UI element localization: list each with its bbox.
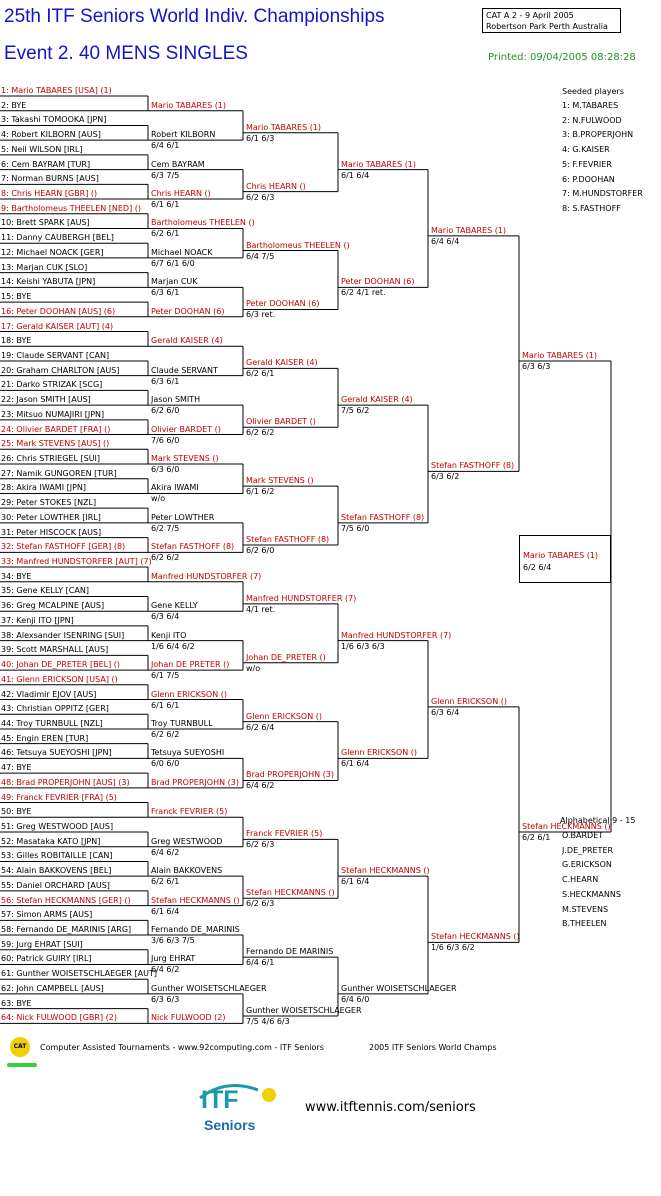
match-score: 6/1 7/5 <box>151 671 180 681</box>
match-winner: Glenn ERICKSON () <box>431 696 507 706</box>
cat-logo-bar <box>7 1063 37 1067</box>
match-score: 7/5 6/2 <box>341 406 370 416</box>
draw-entry: 16: Peter DOOHAN [AUS] (6) <box>1 306 116 316</box>
draw-entry: 46: Tetsuya SUEYOSHI [JPN] <box>1 748 112 758</box>
match-score: 6/1 6/1 <box>151 200 180 210</box>
tournament-title: 25th ITF Seniors World Indiv. Championships <box>4 6 385 27</box>
match-score: 6/2 6/3 <box>246 192 275 202</box>
match-winner: Mark STEVENS () <box>151 454 219 463</box>
match-winner: Franck FEVRIER (5) <box>151 807 228 817</box>
match-winner: Gunther WOISETSCHLAEGER <box>151 983 267 993</box>
draw-entry: 15: BYE <box>1 292 32 302</box>
match-winner: Franck FEVRIER (5) <box>246 829 323 839</box>
draw-entry: 5: Neil WILSON [IRL] <box>1 144 83 154</box>
match-score: 6/3 6/3 <box>522 361 551 371</box>
draw-entry: 63: BYE <box>1 998 32 1008</box>
match-score: 6/2 6/2 <box>246 428 275 438</box>
draw-entry: 1: Mario TABARES [USA] (1) <box>1 86 112 95</box>
match-score: 1/6 6/4 6/2 <box>151 641 195 651</box>
draw-entry: 64: Nick FULWOOD [GBR] (2) <box>1 1013 117 1023</box>
alphabetical-player: J.DE_PRETER <box>562 845 614 855</box>
match-score: 6/4 6/4 <box>431 236 460 246</box>
match-winner: Mario TABARES (1) <box>246 122 322 132</box>
draw-entry: 34: BYE <box>1 571 32 581</box>
draw-entry: 54: Alain BAKKOVENS [BEL] <box>1 866 112 876</box>
match-winner: Peter DOOHAN (6) <box>151 306 225 316</box>
match-score: 6/4 6/2 <box>151 847 180 857</box>
itf-logo-text: ITF <box>201 1086 239 1114</box>
info-venue: Robertson Park Perth Australia <box>486 22 608 31</box>
match-score: 6/3 6/3 <box>151 994 180 1004</box>
draw-entry: 56: Stefan HECKMANNS [GER] () <box>1 895 131 905</box>
match-score: 6/3 6/1 <box>151 376 180 386</box>
draw-entry: 38: Alexsander ISENRING [SUI] <box>1 630 125 640</box>
match-score: 6/2 6/1 <box>522 833 551 842</box>
match-winner: Stefan HECKMANNS () <box>151 895 240 905</box>
seeded-player: 4: G.KAISER <box>562 145 610 155</box>
match-score: 7/5 6/0 <box>341 523 370 533</box>
draw-entry: 39: Scott MARSHALL [AUS] <box>1 645 109 655</box>
draw-entry: 14: Keishi YABUTA [JPN] <box>1 277 96 287</box>
match-winner: Stefan FASTHOFF (8) <box>341 512 425 522</box>
draw-entry: 8: Chris HEARN [GBR] () <box>1 189 98 199</box>
seeded-player: 8: S.FASTHOFF <box>562 203 621 213</box>
draw-entry: 62: John CAMPBELL [AUS] <box>1 983 104 993</box>
seeded-title: Seeded players <box>562 87 624 96</box>
match-winner: Gene KELLY <box>151 601 198 611</box>
draw-entry: 43: Christian OPPITZ [GER] <box>1 704 109 714</box>
draw-entry: 55: Daniel ORCHARD [AUS] <box>1 880 110 890</box>
draw-entry: 29: Peter STOKES [NZL] <box>1 498 97 508</box>
draw-entry: 33: Manfred HUNDSTORFER [AUT] (7) <box>1 557 152 567</box>
match-score: 6/4 6/2 <box>151 965 180 975</box>
tennis-ball-icon <box>262 1088 276 1102</box>
match-score: 6/2 6/2 <box>151 553 180 563</box>
match-score: 4/1 ret. <box>246 604 276 614</box>
draw-entry: 42: Vladimir EJOV [AUS] <box>1 689 97 699</box>
match-score: 6/3 6/0 <box>151 465 180 474</box>
draw-entry: 45: Engin EREN [TUR] <box>1 733 89 743</box>
draw-entry: 12: Michael NOACK [GER] <box>1 247 104 257</box>
draw-entry: 27: Namik GUNGOREN [TUR] <box>1 468 117 478</box>
match-winner: Gerald KAISER (4) <box>151 336 223 346</box>
match-score: w/o <box>246 663 261 673</box>
draw-entry: 57: Simon ARMS [AUS] <box>1 910 93 920</box>
draw-entry: 31: Peter HISCOCK [AUS] <box>1 527 102 537</box>
match-winner: Johan DE_PRETER () <box>246 652 326 662</box>
match-score: 6/1 6/4 <box>341 170 370 180</box>
match-winner: Kenji ITO <box>151 630 187 640</box>
match-winner: Johan DE PRETER () <box>151 660 230 670</box>
match-score: 6/2 6/0 <box>151 406 180 416</box>
match-winner: Manfred HUNDSTORFER (7) <box>151 571 262 581</box>
match-winner: Stefan HECKMANNS () <box>431 932 520 942</box>
match-score: 6/2 6/0 <box>246 545 275 555</box>
draw-entry: 41: Glenn ERICKSON [USA] () <box>1 674 118 684</box>
draw-entry: 18: BYE <box>1 336 32 346</box>
draw-entry: 4: Robert KILBORN [AUS] <box>1 130 101 140</box>
draw-entry: 40: Johan DE_PRETER [BEL] () <box>1 660 120 670</box>
match-winner: Nick FULWOOD (2) <box>151 1013 226 1023</box>
match-winner: Robert KILBORN <box>151 130 216 140</box>
draw-entry: 48: Brad PROPERJOHN [AUS] (3) <box>1 777 130 787</box>
match-winner: Olivier BARDET () <box>246 417 316 427</box>
match-score: 6/4 6/0 <box>341 994 370 1004</box>
match-winner: Fernando DE_MARINIS <box>151 925 240 935</box>
cat-logo: CAT <box>10 1037 30 1057</box>
match-winner: Troy TURNBULL <box>151 718 213 728</box>
draw-entry: 6: Cem BAYRAM [TUR] <box>1 159 91 169</box>
match-winner: Glenn ERICKSON () <box>246 711 322 721</box>
draw-entry: 44: Troy TURNBULL [NZL] <box>1 718 103 728</box>
match-winner: Fernando DE MARINIS <box>246 947 334 957</box>
match-winner: Gerald KAISER (4) <box>341 395 413 405</box>
match-winner: Peter DOOHAN (6) <box>246 299 320 309</box>
match-score: 6/0 6/0 <box>151 759 180 769</box>
alphabetical-title: Alphabetical 9 - 15 <box>560 816 636 825</box>
match-score: 6/3 6/1 <box>151 288 180 298</box>
match-score: 6/1 6/4 <box>341 877 370 887</box>
draw-entry: 10: Brett SPARK [AUS] <box>1 218 90 228</box>
match-winner: Glenn ERICKSON () <box>151 689 227 699</box>
event-title: Event 2. 40 MENS SINGLES <box>4 43 248 64</box>
match-winner: Brad PROPERJOHN (3) <box>246 770 334 780</box>
draw-entry: 13: Marjan CUK [SLO] <box>1 262 88 272</box>
match-winner: Stefan FASTHOFF (8) <box>246 534 330 544</box>
match-score: 6/3 6/2 <box>431 472 460 482</box>
draw-entry: 30: Peter LOWTHER [IRL] <box>1 512 101 522</box>
match-score: 6/3 ret. <box>246 310 276 320</box>
match-winner: Bartholomeus THEELEN () <box>246 240 350 250</box>
match-score: 6/1 6/4 <box>341 759 370 769</box>
draw-entry: 53: Gilles ROBITAILLE [CAN] <box>1 851 113 861</box>
match-score: 6/7 6/1 6/0 <box>151 258 195 268</box>
match-score: 6/1 6/3 <box>246 133 275 143</box>
match-score: 1/6 6/3 6/3 <box>341 641 385 651</box>
match-score: 1/6 6/3 6/2 <box>431 943 475 953</box>
alphabetical-player: C.HEARN <box>562 875 599 885</box>
draw-entry: 35: Gene KELLY [CAN] <box>1 586 89 596</box>
draw-entry: 22: Jason SMITH [AUS] <box>1 395 91 405</box>
match-winner: Gunther WOISETSCHLAEGER <box>341 983 457 993</box>
info-category: CAT A 2 - 9 April 2005 <box>486 11 574 20</box>
match-winner: Stefan FASTHOFF (8) <box>431 461 515 471</box>
alphabetical-player: G.ERICKSON <box>562 860 612 870</box>
draw-entry: 36: Greg MCALPINE [AUS] <box>1 601 105 611</box>
match-score: 6/2 6/2 <box>151 729 180 739</box>
match-winner: Peter LOWTHER <box>151 512 215 522</box>
seeded-player: 6: P.DOOHAN <box>562 174 615 184</box>
match-score: 6/3 7/5 <box>151 170 180 180</box>
draw-entry: 52: Masataka KATO [JPN] <box>1 836 101 846</box>
seeded-player: 2: N.FULWOOD <box>562 115 622 125</box>
draw-entry: 7: Norman BURNS [AUS] <box>1 174 99 184</box>
match-score: 6/2 6/4 <box>246 722 275 732</box>
draw-entry: 61: Gunther WOISETSCHLAEGER [AUT] <box>1 969 157 979</box>
alphabetical-player: M.STEVENS <box>562 904 609 914</box>
draw-entry: 17: Gerald KAISER [AUT] (4) <box>1 321 114 331</box>
match-winner: Stefan HECKMANNS () <box>246 888 335 898</box>
seeded-player: 7: M.HUNDSTORFER <box>562 189 643 199</box>
match-winner: Mario TABARES (1) <box>151 100 227 110</box>
match-score: 6/2 6/1 <box>151 877 180 887</box>
match-score: 7/6 6/0 <box>151 435 180 445</box>
alphabetical-player: B.THEELEN <box>562 919 607 929</box>
draw-entry: 49: Franck FEVRIER [FRA] (5) <box>1 792 117 802</box>
match-score: 6/2 6/3 <box>246 899 275 909</box>
match-winner: Mario TABARES (1) <box>522 350 598 360</box>
match-winner: Brad PROPERJOHN (3) <box>151 777 239 787</box>
match-winner: Michael NOACK <box>151 247 213 257</box>
draw-entry: 28: Akira IWAMI [JPN] <box>1 483 86 493</box>
draw-entry: 25: Mark STEVENS [AUS] () <box>1 439 110 449</box>
draw-entry: 2: BYE <box>1 100 27 110</box>
match-score: 6/2 7/5 <box>151 523 180 533</box>
match-winner: Mark STEVENS () <box>246 476 314 486</box>
match-winner: Stefan HECKMANNS () <box>522 822 611 831</box>
match-winner: Mario TABARES (1) <box>341 159 417 169</box>
match-score: 6/2 6/3 <box>246 840 275 850</box>
draw-entry: 47: BYE <box>1 763 32 773</box>
match-score: 6/1 6/1 <box>151 700 180 710</box>
itf-logo-sub: Seniors <box>204 1117 256 1133</box>
draw-entry: 21: Darko STRIZAK [SCG] <box>1 380 103 390</box>
match-winner: Cem BAYRAM <box>151 159 205 169</box>
match-winner: Manfred HUNDSTORFER (7) <box>341 630 452 640</box>
match-winner: Stefan HECKMANNS () <box>341 866 430 876</box>
match-winner: Chris HEARN () <box>151 189 211 199</box>
match-score: 6/4 6/2 <box>246 781 275 791</box>
match-winner: Marjan CUK <box>151 277 198 287</box>
draw-entry: 24: Olivier BARDET [FRA] () <box>1 424 111 434</box>
match-score: 6/4 6/1 <box>246 958 275 968</box>
draw-entry: 59: Jurg EHRAT [SUI] <box>1 939 83 949</box>
match-winner: Gerald KAISER (4) <box>246 358 318 368</box>
match-winner: Mario TABARES (1) <box>431 225 507 235</box>
match-score: 6/4 7/5 <box>246 251 275 261</box>
match-winner: Jurg EHRAT <box>151 954 196 964</box>
draw-entry: 51: Greg WESTWOOD [AUS] <box>1 822 114 831</box>
draw-entry: 3: Takashi TOMOOKA [JPN] <box>1 115 107 125</box>
draw-entry: 11: Danny CAUBERGH [BEL] <box>1 233 114 243</box>
match-score: 6/3 6/4 <box>151 612 180 622</box>
match-winner: Chris HEARN () <box>246 181 306 191</box>
alphabetical-player: S.HECKMANNS <box>562 889 621 899</box>
match-score: 6/3 6/4 <box>431 707 460 717</box>
draw-entry: 26: Chris STRIEGEL [SUI] <box>1 454 101 463</box>
draw-entry: 9: Bartholomeus THEELEN [NED] () <box>1 203 141 213</box>
draw-entry: 50: BYE <box>1 807 32 817</box>
draw-entry: 20: Graham CHARLTON [AUS] <box>1 365 120 375</box>
champion-score: 6/2 6/4 <box>523 563 552 572</box>
match-score: 6/4 6/1 <box>151 141 180 151</box>
match-score: 6/2 6/1 <box>246 369 275 379</box>
match-score: 6/1 6/4 <box>151 906 180 916</box>
match-winner: Akira IWAMI <box>151 483 199 493</box>
draw-entry: 32: Stefan FASTHOFF [GER] (8) <box>1 542 126 552</box>
match-score: 6/1 6/2 <box>246 487 275 497</box>
match-winner: Olivier BARDET () <box>151 424 221 434</box>
draw-entry: 37: Kenji ITO [JPN] <box>1 615 74 625</box>
itf-website: www.itftennis.com/seniors <box>305 1100 476 1115</box>
draw-entry: 23: Mitsuo NUMAJIRI [JPN] <box>1 409 105 419</box>
footer-event: 2005 ITF Seniors World Champs <box>369 1043 497 1052</box>
match-score: 7/5 4/6 6/3 <box>246 1017 290 1026</box>
match-winner: Peter DOOHAN (6) <box>341 277 415 287</box>
match-winner: Manfred HUNDSTORFER (7) <box>246 593 357 603</box>
match-winner: Tetsuya SUEYOSHI <box>151 748 225 758</box>
match-winner: Alain BAKKOVENS <box>151 866 223 876</box>
match-score: 6/2 6/1 <box>151 229 180 239</box>
seeded-player: 5: F.FEVRIER <box>562 159 612 169</box>
match-winner: Greg WESTWOOD <box>151 836 223 846</box>
seeded-player: 3: B.PROPERJOHN <box>562 130 634 140</box>
match-score: 6/2 4/1 ret. <box>341 288 386 298</box>
match-winner: Bartholomeus THEELEN () <box>151 218 255 228</box>
match-winner: Jason SMITH <box>151 395 201 405</box>
draw-entry: 19: Claude SERVANT [CAN] <box>1 350 110 360</box>
match-winner: Claude SERVANT <box>151 365 218 375</box>
footer-credit: Computer Assisted Tournaments - www.92computing.com - ITF Seniors <box>40 1043 324 1052</box>
champion-name: Mario TABARES (1) <box>523 551 599 560</box>
match-score: w/o <box>151 494 166 504</box>
draw-entry: 60: Patrick GUIRY [IRL] <box>1 954 92 964</box>
alphabetical-player: O.BARDET <box>562 831 604 840</box>
match-winner: Glenn ERICKSON () <box>341 748 417 758</box>
match-winner: Stefan FASTHOFF (8) <box>151 542 235 552</box>
seeded-player: 1: M.TABARES <box>562 101 619 110</box>
match-winner: Gunther WOISETSCHLAEGER <box>246 1006 362 1015</box>
printed-timestamp: Printed: 09/04/2005 08:28:28 <box>488 52 636 63</box>
match-score: 3/6 6/3 7/5 <box>151 936 195 946</box>
draw-entry: 58: Fernando DE_MARINIS [ARG] <box>1 925 132 935</box>
